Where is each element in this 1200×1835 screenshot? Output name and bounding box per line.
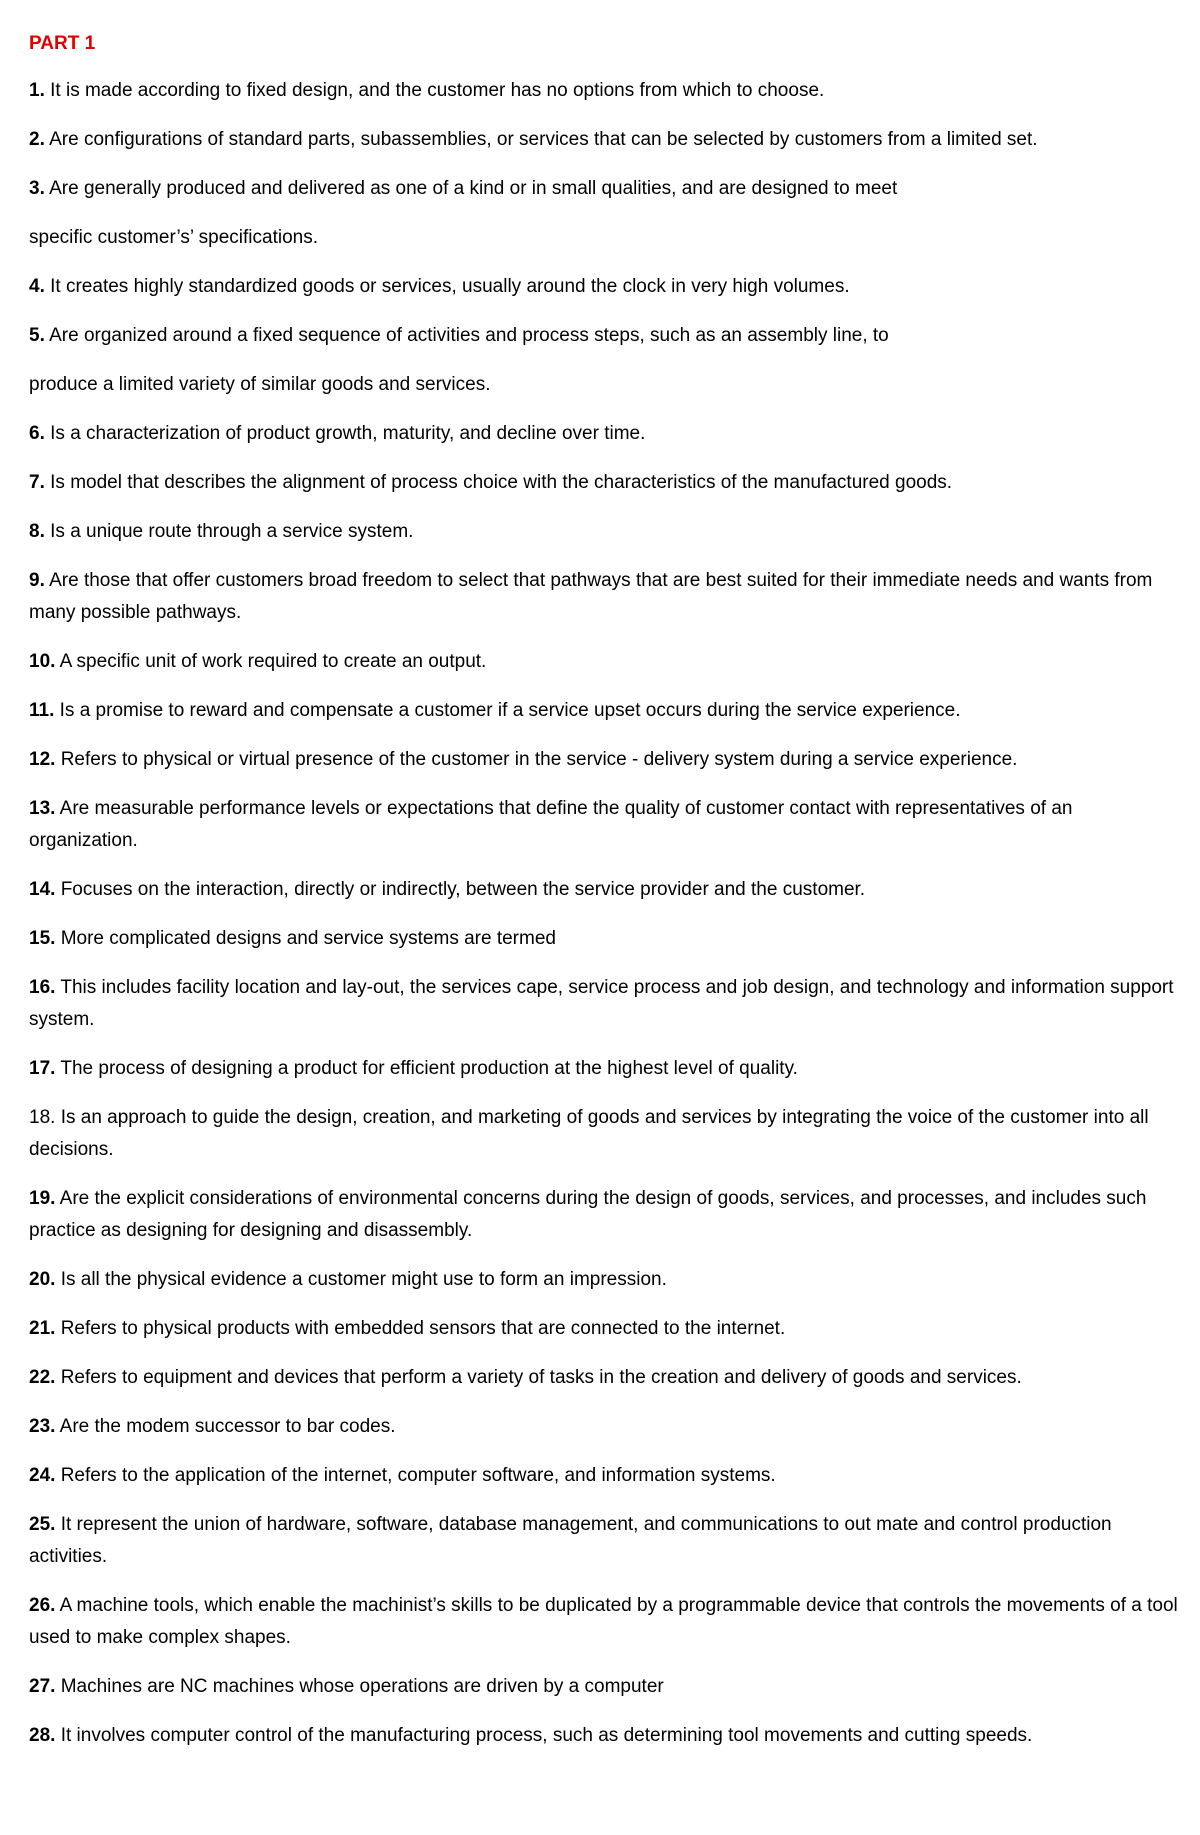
part-heading: PART 1	[29, 33, 96, 54]
question-item	[29, 516, 1179, 548]
question-item	[29, 124, 1179, 156]
question-number: 2.	[29, 129, 45, 150]
question-item	[29, 972, 1179, 1036]
question-text: It is made according to fixed design, and the customer has no options from which to choose.	[50, 80, 825, 101]
question-item	[29, 1053, 1179, 1085]
question-text: Is a unique route through a service system.	[50, 521, 414, 542]
question-number: 6.	[29, 423, 45, 444]
question-text: Are configurations of standard parts, subassemblies, or services that can be selected by customers from a limited set.	[49, 129, 1038, 150]
question-item	[29, 1460, 1179, 1492]
question-text: Is all the physical evidence a customer might use to form an impression.	[60, 1269, 667, 1290]
question-item	[29, 1264, 1179, 1296]
question-item	[29, 565, 1179, 629]
question-number: 21.	[29, 1318, 56, 1339]
question-number: 13.	[29, 798, 56, 819]
question-number: 7.	[29, 472, 45, 493]
question-text: Is a promise to reward and compensate a customer if a service upset occurs during the service experience.	[59, 700, 961, 721]
question-number: 16.	[29, 977, 56, 998]
question-text: Are organized around a fixed sequence of activities and process steps, such as an assembly line, to	[49, 325, 889, 346]
question-text: Is an approach to guide the design, creation, and marketing of goods and services by integrating the voice of the customer into all decisions.	[29, 1107, 1149, 1160]
question-text: A machine tools, which enable the machinist’s skills to be duplicated by a programmable device that controls the movements of a tool used to make complex shapes.	[29, 1595, 1178, 1648]
question-number: 26.	[29, 1595, 56, 1616]
question-number: 1.	[29, 80, 45, 101]
question-number: 25.	[29, 1514, 56, 1535]
question-text: Are measurable performance levels or expectations that define the quality of customer contact with representatives of an organization.	[29, 798, 1073, 851]
document-page	[29, 28, 1179, 1769]
question-number: 3.	[29, 178, 45, 199]
question-item	[29, 1362, 1179, 1394]
question-item	[29, 1720, 1179, 1752]
question-text-continued: produce a limited variety of similar goods and services.	[29, 374, 491, 395]
question-item	[29, 1671, 1179, 1703]
question-number: 12.	[29, 749, 56, 770]
question-number: 8.	[29, 521, 45, 542]
question-item	[29, 1590, 1179, 1654]
question-item	[29, 467, 1179, 499]
question-text: Focuses on the interaction, directly or indirectly, between the service provider and the customer.	[60, 879, 866, 900]
question-text: Machines are NC machines whose operations are driven by a computer	[60, 1676, 664, 1697]
question-text: Are the modem successor to bar codes.	[59, 1416, 396, 1437]
question-text: Refers to physical products with embedded sensors that are connected to the internet.	[60, 1318, 786, 1339]
question-text: The process of designing a product for efficient production at the highest level of quality.	[60, 1058, 798, 1079]
question-item	[29, 923, 1179, 955]
question-text: Refers to equipment and devices that perform a variety of tasks in the creation and delivery of goods and services.	[60, 1367, 1022, 1388]
question-text: Are generally produced and delivered as one of a kind or in small qualities, and are designed to meet	[49, 178, 898, 199]
question-item	[29, 695, 1179, 727]
question-number: 24.	[29, 1465, 56, 1486]
question-item	[29, 1313, 1179, 1345]
question-item	[29, 874, 1179, 906]
question-item	[29, 1102, 1179, 1166]
question-text: Is a characterization of product growth, maturity, and decline over time.	[50, 423, 646, 444]
question-number: 17.	[29, 1058, 56, 1079]
question-number: 14.	[29, 879, 56, 900]
question-text: Is model that describes the alignment of process choice with the characteristics of the manufactured goods.	[50, 472, 953, 493]
question-text: It creates highly standardized goods or services, usually around the clock in very high volumes.	[50, 276, 850, 297]
question-number: 18.	[29, 1107, 56, 1128]
question-text: Are the explicit considerations of environmental concerns during the design of goods, services, and processes, and includes such practice as designing for designing and disassembly.	[29, 1188, 1147, 1241]
question-number: 15.	[29, 928, 56, 949]
question-number: 4.	[29, 276, 45, 297]
question-text: More complicated designs and service systems are termed	[60, 928, 556, 949]
question-text: Are those that offer customers broad freedom to select that pathways that are best suited for their immediate needs and wants from many possible pathways.	[29, 570, 1153, 623]
question-item	[29, 646, 1179, 678]
question-text: It involves computer control of the manufacturing process, such as determining tool movements and cutting speeds.	[60, 1725, 1033, 1746]
question-number: 9.	[29, 570, 45, 591]
question-number: 10.	[29, 651, 56, 672]
question-number: 28.	[29, 1725, 56, 1746]
question-text: This includes facility location and lay-out, the services cape, service process and job design, and technology and information support system.	[29, 977, 1174, 1030]
question-item	[29, 418, 1179, 450]
question-item	[29, 75, 1179, 107]
question-item	[29, 744, 1179, 776]
question-number: 22.	[29, 1367, 56, 1388]
question-text-continued: specific customer’s’ specifications.	[29, 227, 318, 248]
question-item	[29, 173, 1179, 254]
question-number: 5.	[29, 325, 45, 346]
question-number: 27.	[29, 1676, 56, 1697]
question-number: 23.	[29, 1416, 56, 1437]
question-item	[29, 320, 1179, 401]
question-text: Refers to the application of the internet, computer software, and information systems.	[60, 1465, 776, 1486]
question-number: 11.	[29, 700, 55, 721]
question-text: It represent the union of hardware, software, database management, and communications to out mate and control production activities.	[29, 1514, 1112, 1567]
question-item	[29, 793, 1179, 857]
question-item	[29, 1509, 1179, 1573]
question-item	[29, 1183, 1179, 1247]
question-item	[29, 1411, 1179, 1443]
question-number: 20.	[29, 1269, 56, 1290]
question-text: A specific unit of work required to create an output.	[59, 651, 487, 672]
question-text: Refers to physical or virtual presence of the customer in the service - delivery system during a service experience.	[60, 749, 1018, 770]
question-number: 19.	[29, 1188, 56, 1209]
question-list	[29, 75, 1179, 1752]
question-item	[29, 271, 1179, 303]
